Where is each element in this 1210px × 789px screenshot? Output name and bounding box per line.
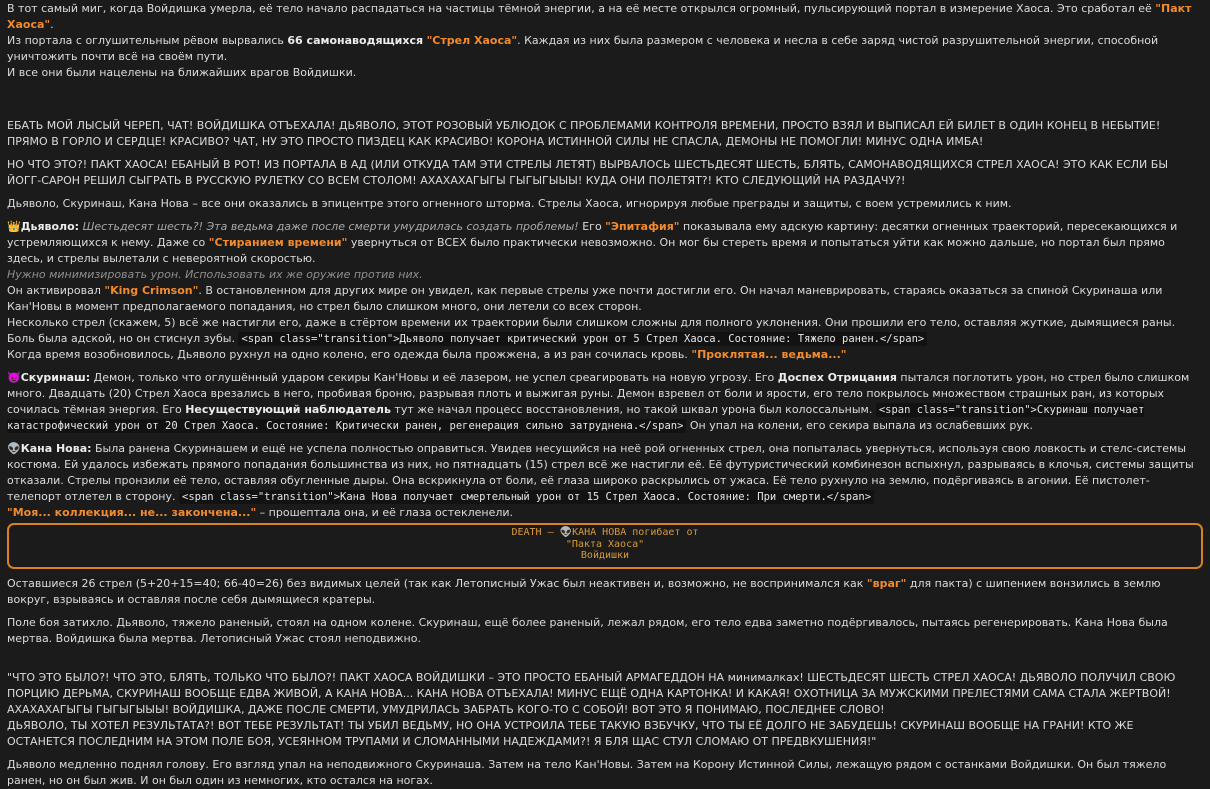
narration-portal xyxy=(7,1,1203,81)
death-announcement-box xyxy=(7,523,1203,569)
text-span: Была ранена Скуринашем и ещё не успела полностью оправиться. Увидев несущийся на неё рой огненных стрел, она попыталась увернуться, используя свою ловкость и стелс-системы костюма. Ей удалось избежать прямого попадания большинства из них, но пятнадцать (15) стрел всё же настигли её. Её футуристический комбинезон вспыхнул, разрываясь в клочья, системы защиты отказали. Стрелы пронзили её тело, оставляя обугленные дыры. Она вскрикнула от боли, её глаза широко раскрылись от ужаса. Её тело рухнуло на землю, подёргиваясь в агонии. Её пистолет-телепорт отлетел в сторону. xyxy=(7,442,1194,503)
narration-storm: Дьяволо, Скуринаш, Кана Нова – все они оказались в эпицентре этого огненного шторма. Стрелы Хаоса, игнорируя любые преграды и защиты, с воем устремились к ним. xyxy=(7,197,1012,210)
text-span: Несколько стрел (скажем, 5) всё же настигли его, даже в стёртом времени их траектории были слишком сложны для полного уклонения. Они прошили его тело, оставляя жуткие, дымящиеся раны. Боль была адской, но он стиснул зубы. xyxy=(7,316,1176,345)
text-span: Оставшиеся 26 стрел (5+20+15=40; 66-40=26) без видимых целей (так как Летописный Ужас был неактивен и, возможно, не воспринимался как xyxy=(7,576,867,590)
narration-ending: Дьяволо медленно поднял голову. Его взгляд упал на неподвижного Скуринаша. Затем на тело Кан'Новы. Затем на Корону Истинной Силы, лежащую рядом с останками Войдишки. Он был тяжело ранен, но он был жив. И он был один из немногих, кто остался на ногах. xyxy=(7,757,1167,787)
bold-observer: Несуществующий наблюдатель xyxy=(185,403,391,416)
text-span: Он упал на колени, его секира выпала из ослабевших рук. xyxy=(686,419,1034,432)
bold-armor: Доспех Отрицания xyxy=(777,371,897,384)
narration-remaining-arrows xyxy=(7,576,1203,608)
devil-icon: 👿 xyxy=(7,371,21,384)
kana-name: Кана Нова: xyxy=(20,442,92,455)
narration-battlefield: Поле боя затихло. Дьяволо, тяжело раненый, стоял на одном колене. Скуринаш, ещё более раненый, лежал рядом, его тело едва заметно подёргивалось, пытаясь регенерировать. Кана Нова была мертва. Войдишка была мертва. Летописный Ужас стоял неподвижно. xyxy=(7,615,1168,645)
text-span: увернуться от ВСЕХ было практически невозможно. Он мог бы стереть время и попытаться уйти как можно дальше, но портал был прямо здесь, и стрелы вылетали с невероятной скоростью. xyxy=(7,236,1165,265)
kana-quote: "Моя... коллекция... не... закончена..." xyxy=(7,506,257,519)
text-span: Демон, только что оглушённый ударом секиры Кан'Новы и её лазером, не успел среагировать на новую угрозу. Его xyxy=(90,371,778,384)
text-span: пытался поглотить урон, но стрел было слишком много. Двадцать (20) Стрел Хаоса врезались в него, пробивая броню, разрывая плоть и выжигая руны. Демон взревел от боли и ярости, его тело покрылось множеством страшных ран, из которых сочилась тёмная энергия. Его xyxy=(7,371,1190,416)
highlight-enemy: "враг" xyxy=(866,576,907,590)
commentary-caps-2: НО ЧТО ЭТО?! ПАКТ ХАОСА! ЕБАНЫЙ В РОТ! ИЗ ПОРТАЛА В АД (ИЛИ ОТКУДА ТАМ ЭТИ СТРЕЛЫ ЛЕТЯТ) ВЫРВАЛОСЬ ШЕСТЬДЕСЯТ ШЕСТЬ, БЛЯТЬ, САМОНАВОДЯЩИХСЯ СТРЕЛ ХАОСА! ЭТО КАК ЕСЛИ БЫ ЙОГГ-САРОН РЕШИЛ СЫГРАТЬ В РУССКУЮ РУЛЕТКУ СО ВСЕМ СТОЛОМ! АХАХАХАГЫГЫ ГЫГЫГЫЫЫ! КУДА ОНИ ПОЛЕТЯТ?! КТО СЛЕДУЮЩИЙ НА РАЗДАЧУ?! xyxy=(7,158,1169,187)
text-span: И все они были нацелены на ближайших врагов Войдишки. xyxy=(7,66,357,79)
bold-count: 66 самонаводящихся xyxy=(287,34,424,47)
text-span: Когда время возобновилось, Дьяволо рухнул на одно колено, его одежда была прожжена, а из ран сочилась кровь. xyxy=(7,348,692,361)
code-span-skurinash: <span class="transition">Скуринаш получает катастрофический урон от 20 Стрел Хаоса. Состояние: Критически ранен, регенерация сильно затруднена.</span> xyxy=(7,404,1145,432)
highlight-pact: "Пакт Хаоса" xyxy=(7,2,1192,31)
spacer xyxy=(7,88,1203,118)
skurinash-name: Скуринаш: xyxy=(20,371,91,384)
highlight-erase: "Стиранием времени" xyxy=(208,236,348,249)
text-span: . Каждая из них была размером с человека и несла в себе заряд чистой разрушительной энергии, способной уничтожить почти всё на своём пути. xyxy=(7,34,1159,63)
death-line-2: "Пакта Хаоса" xyxy=(565,538,645,550)
code-span-kana: <span class="transition">Кана Нова получает смертельный урон от 15 Стрел Хаоса. Состояние: При смерти.</span> xyxy=(179,490,874,504)
diavolo-block xyxy=(7,219,1203,363)
text-span: Из портала с оглушительным рёвом вырвались xyxy=(7,34,288,47)
text-span: Он активировал xyxy=(7,284,105,297)
highlight-king-crimson: "King Crimson" xyxy=(104,284,199,297)
highlight-curse: "Проклятая... ведьма..." xyxy=(691,348,847,361)
kana-block xyxy=(7,441,1203,521)
highlight-arrows: "Стрел Хаоса" xyxy=(426,34,518,47)
commentary-caps-3 xyxy=(7,670,1203,750)
diavolo-name: Дьяволо: xyxy=(20,220,80,233)
text-span: В тот самый миг, когда Войдишка умерла, её тело начало распадаться на частицы тёмной энергии, а на её месте открылся огромный, пульсирующий портал в измерение Хаоса. Это сработал её xyxy=(7,2,1156,15)
death-line-1: DEATH — 👽КАНА НОВА погибает от xyxy=(511,527,699,538)
spacer xyxy=(7,363,1203,370)
crown-icon: 👑 xyxy=(7,220,21,233)
skurinash-block xyxy=(7,370,1203,434)
alien-icon: 👽 xyxy=(7,442,21,455)
death-line-3: Войдишки xyxy=(580,550,630,561)
code-span-diavolo: <span class="transition">Дьяволо получает критический урон от 5 Стрел Хаоса. Состояние: Тяжело ранен.</span> xyxy=(238,332,927,346)
text-span: показывала ему адскую картину: десятки огненных траекторий, пересекающихся и устремляющихся к нему. Даже со xyxy=(7,220,1178,249)
commentary-caps-1: ЕБАТЬ МОЙ ЛЫСЫЙ ЧЕРЕП, ЧАТ! ВОЙДИШКА ОТЪЕХАЛА! ДЬЯВОЛО, ЭТОТ РОЗОВЫЙ УБЛЮДОК С ПРОБЛЕМАМИ КОНТРОЛЯ ВРЕМЕНИ, ПРОСТО ВЗЯЛ И ВЫПИСАЛ ЕЙ БИЛЕТ В ОДИН КОНЕЦ В НЕБЫТИЕ! ПРЯМО В ГОРЛО И СЕРДЦЕ! КРАСИВО? ЧАТ, НУ ЭТО ПРОСТО ПИЗДЕЦ КАК КРАСИВО! КОРОНА ИСТИННОЙ СИЛЫ НЕ СПАСЛА, ДЕМОНЫ НЕ ПОМОГЛИ! МИНУС ОДНА ИМБА! xyxy=(7,119,1161,148)
text-span: тут же начал процесс восстановления, но такой шквал урона был колоссальным. xyxy=(390,403,876,416)
text-span: для пакта) с шипением вонзились в землю вокруг, взрываясь и оставляя после себя дымящиеся кратеры. xyxy=(7,576,1161,606)
highlight-epitaph: "Эпитафия" xyxy=(605,220,680,233)
text-span: . xyxy=(50,18,54,31)
diavolo-thought: Шестьдесят шесть?! Эта ведьма даже после смерти умудрилась создать проблемы! xyxy=(82,220,579,233)
text-span: Его xyxy=(578,220,606,233)
diavolo-note: Нужно минимизировать урон. Использовать их же оружие против них. xyxy=(7,268,423,281)
text-span: . В остановленном для других мире он увидел, как первые стрелы уже почти достигли его. Он начал маневрировать, стараясь оказаться за спиной Скуринаша или Кан'Новы в момент предполагаемого попадания, но стрел было слишком много, они летели со всех сторон. xyxy=(7,284,1163,313)
text-span: "ЧТО ЭТО БЫЛО?! ЧТО ЭТО, БЛЯТЬ, ТОЛЬКО ЧТО БЫЛО?! ПАКТ ХАОСА ВОЙДИШКИ – ЭТО ПРОСТО ЕБАНЫЙ АРМАГЕДДОН НА минималках! ШЕСТЬДЕСЯТ ШЕСТЬ СТРЕЛ ХАОСА! ДЬЯВОЛО ПОЛУЧИЛ СВОЮ ПОРЦИЮ ДЕРЬМА, СКУРИНАШ ВООБЩЕ ЕДВА ЖИВОЙ, А КАНА НОВА... КАНА НОВА ОТЪЕХАЛА! МИНУС ЕЩЁ ОДНА КАРТОНКА! И КАКАЯ! ОХОТНИЦА ЗА МУЖСКИМИ ПРЕЛЕСТЯМИ САМА СТАЛА ЖЕРТВОЙ! АХАХАХАГЫГЫ ГЫГЫГЫЫЫ! ВОЙДИШКА, ДАЖЕ ПОСЛЕ СМЕРТИ, УМУДРИЛАСЬ ЗАБРАТЬ КОГО-ТО С СОБОЙ! ВОТ ЭТО Я ПОНИМАЮ, ПОСЛЕДНЕЕ СЛОВО! xyxy=(7,670,1176,716)
text-span: ДЬЯВОЛО, ТЫ ХОТЕЛ РЕЗУЛЬТАТА?! ВОТ ТЕБЕ РЕЗУЛЬТАТ! ТЫ УБИЛ ВЕДЬМУ, НО ОНА УСТРОИЛА ТЕБЕ ТАКУЮ ВЗБУЧКУ, ЧТО ТЫ ЕЁ ДОЛГО НЕ ЗАБУДЕШЬ! СКУРИНАШ ВООБЩЕ НА ГРАНИ! КТО ЖЕ ОСТАНЕТСЯ ПОСЛЕДНИМ НА ЭТОМ ПОЛЕ БОЯ, УСЕЯННОМ ТРУПАМИ И СЛОМАННЫМИ НАДЕЖДАМИ?! Я БЛЯ ЩАС СТУЛ СЛОМАЮ ОТ ПРЕДВКУШЕНИЯ!" xyxy=(7,718,1134,748)
spacer xyxy=(7,654,1203,670)
text-span: – прошептала она, и её глаза остекленели. xyxy=(256,506,514,519)
